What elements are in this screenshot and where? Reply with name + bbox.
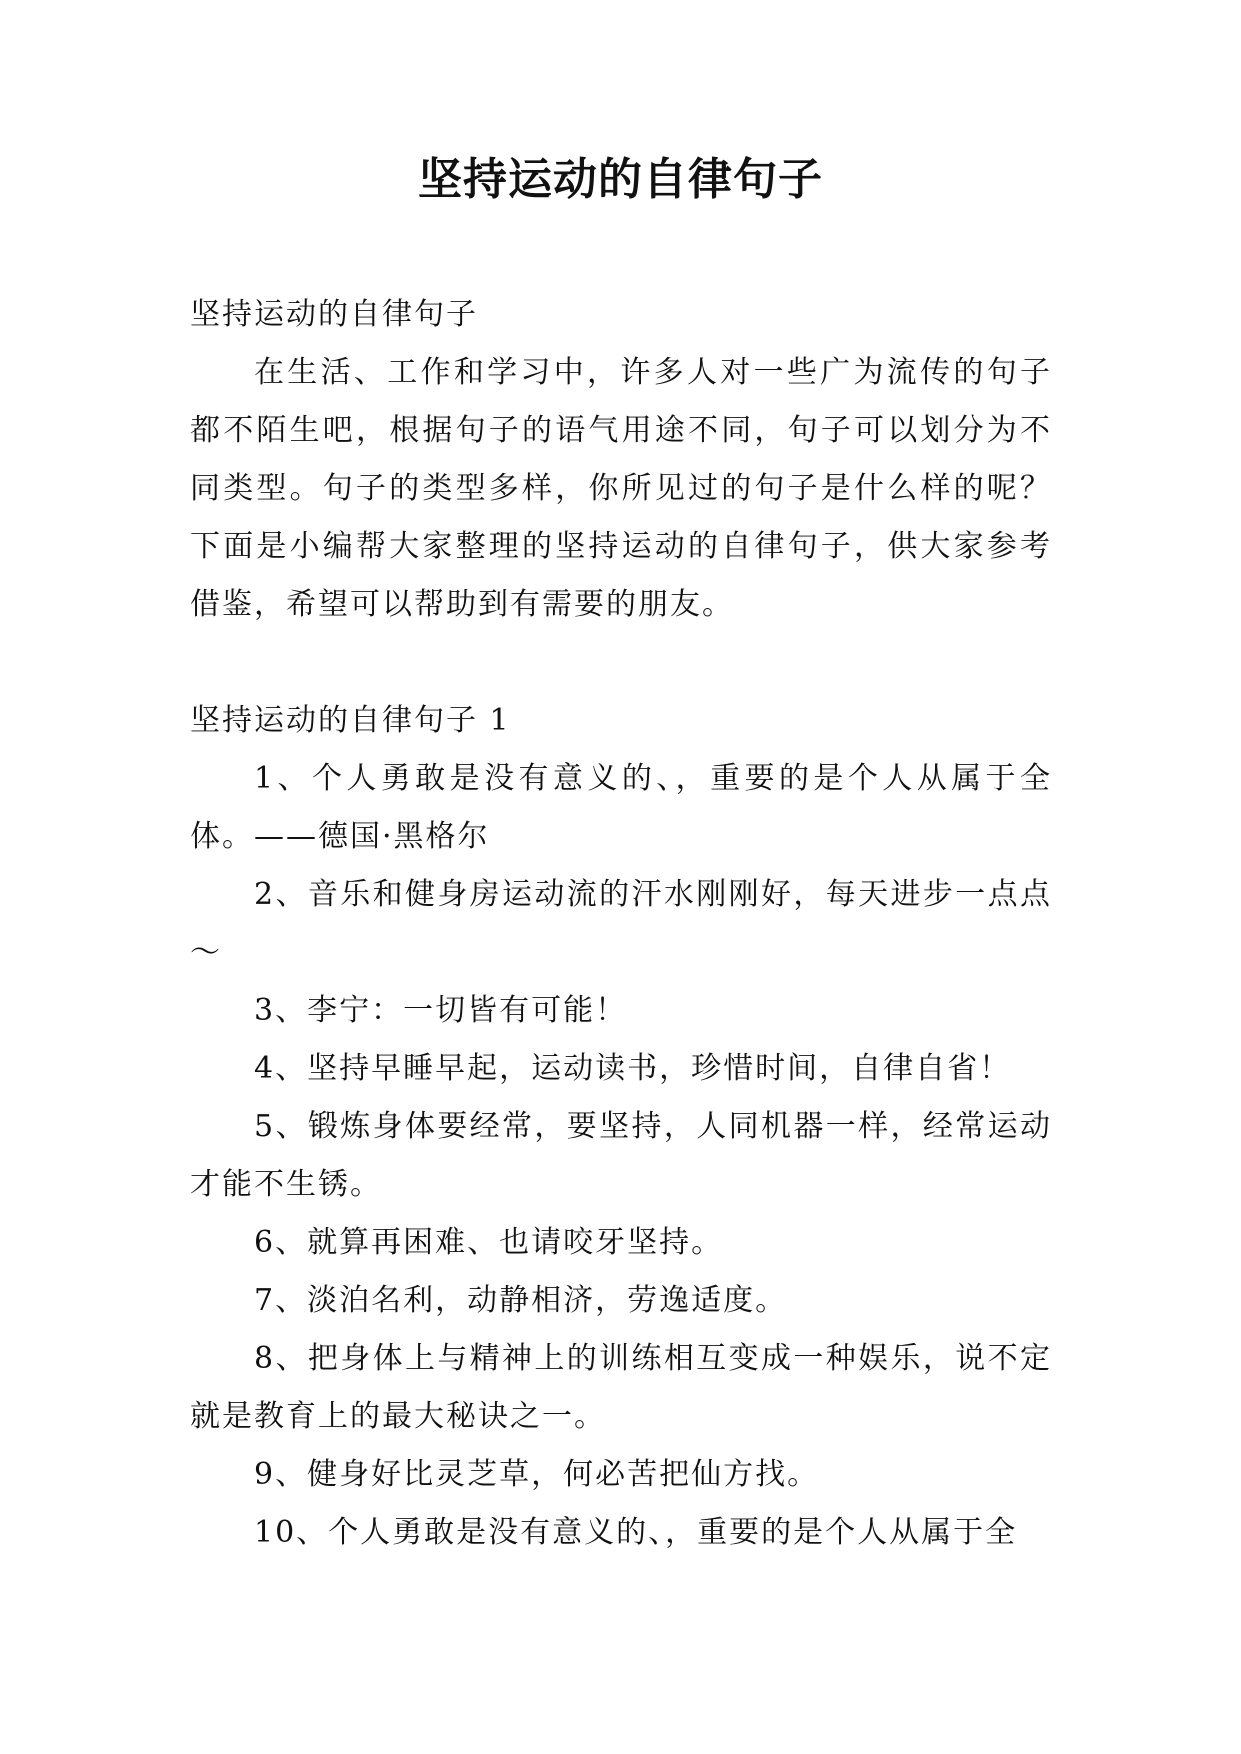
list-item: 10、个人勇敢是没有意义的、，重要的是个人从属于全: [254, 1515, 1018, 1550]
list-item: 6、就算再困难、也请咬牙坚持。: [254, 1225, 724, 1260]
document-subtitle: 坚持运动的自律句子: [190, 297, 478, 332]
list-item: 5、锻炼身体要经常，要坚持，人同机器一样，经常运动才能不生锈。: [190, 1109, 1052, 1202]
paragraph-spacer: [190, 634, 1052, 692]
intro-paragraph: 在生活、工作和学习中，许多人对一些广为流传的句子都不陌生吧，根据句子的语气用途不同，句子可以划分为不同类型。句子的类型多样，你所见过的句子是什么样的呢？下面是小编帮大家整理的坚持运动的自律句子，供大家参考借鉴，希望可以帮助到有需要的朋友。: [190, 355, 1052, 622]
document-title: 坚持运动的自律句子: [418, 154, 823, 205]
list-item: 2、音乐和健身房运动流的汗水刚刚好，每天进步一点点～: [190, 877, 1052, 970]
document-body: [190, 286, 1052, 1562]
list-item: 8、把身体上与精神上的训练相互变成一种娱乐，说不定就是教育上的最大秘诀之一。: [190, 1341, 1052, 1434]
list-item: 7、淡泊名利，动静相济，劳逸适度。: [254, 1283, 788, 1318]
section-heading: 坚持运动的自律句子 1: [190, 703, 511, 738]
list-item: 4、坚持早睡早起，运动读书，珍惜时间，自律自省！: [254, 1051, 1012, 1086]
list-item: 9、健身好比灵芝草，何必苦把仙方找。: [254, 1457, 820, 1492]
list-item: 1、个人勇敢是没有意义的、，重要的是个人从属于全体。——德国·黑格尔: [190, 761, 1052, 854]
list-item: 3、李宁：一切皆有可能！: [254, 993, 628, 1028]
